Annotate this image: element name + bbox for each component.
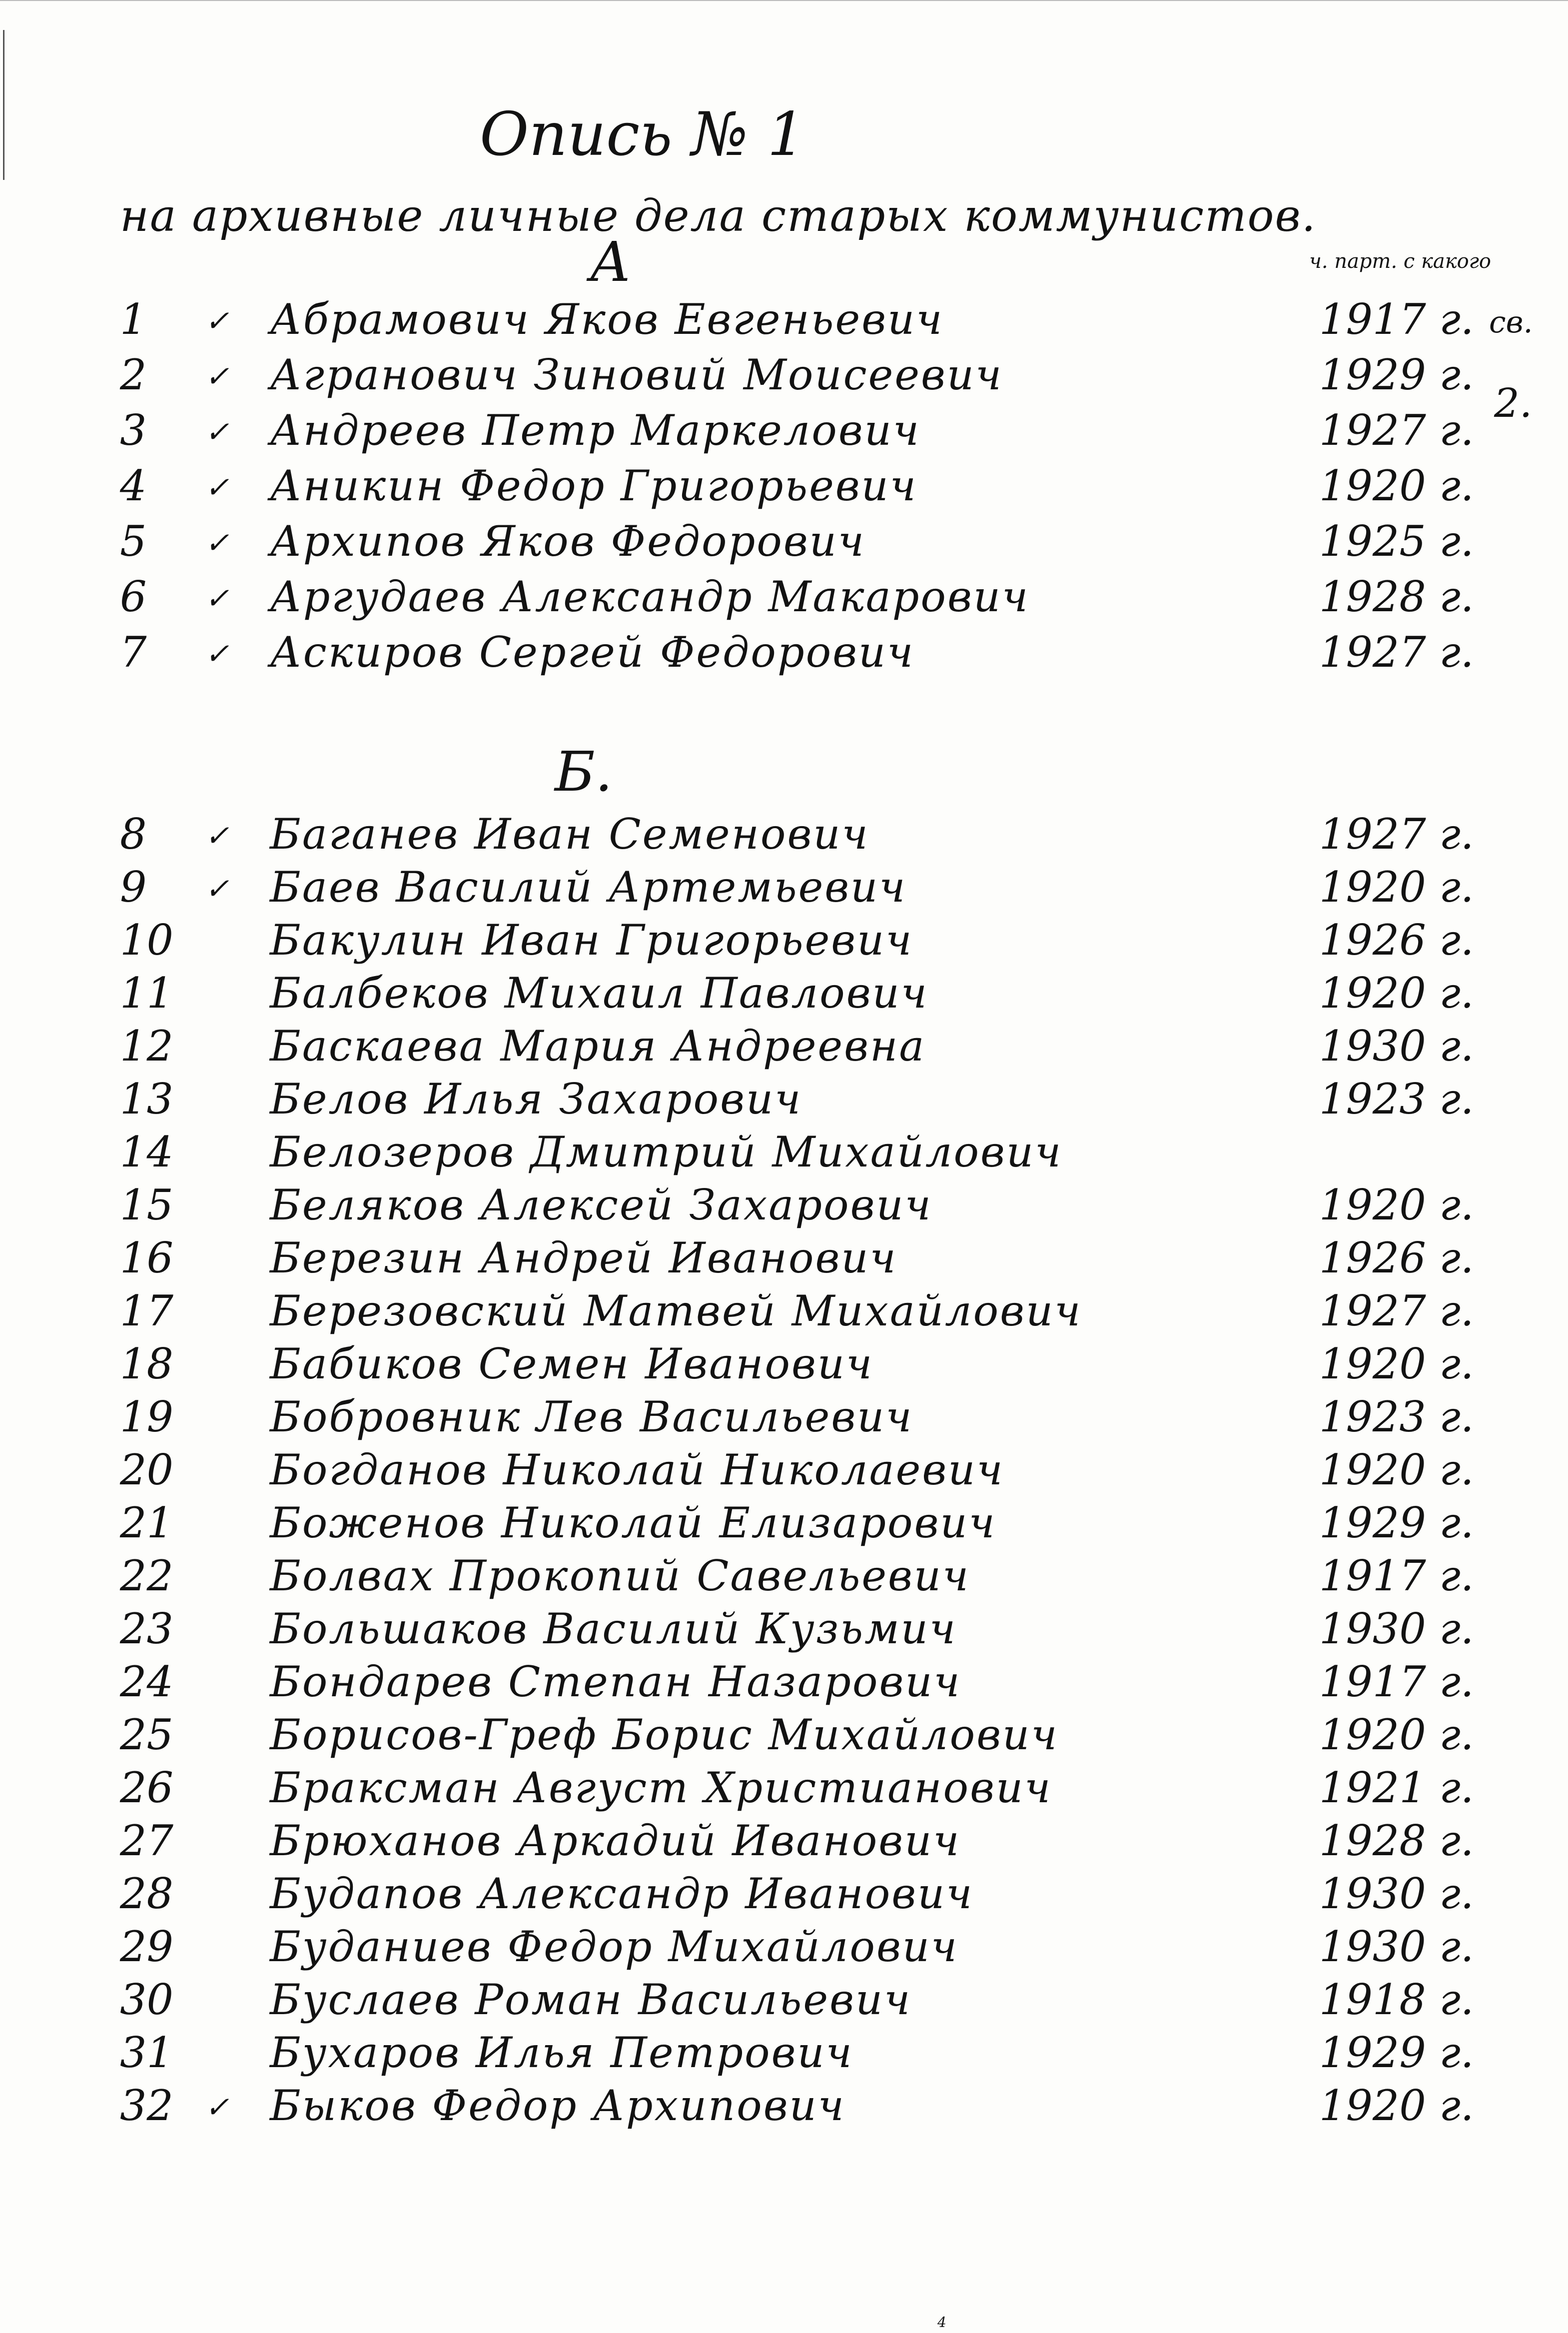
entry-name: Абрамович Яков Евгеньевич	[270, 295, 944, 344]
margin-note-2: 2.	[1494, 380, 1533, 426]
entry-number: 21	[120, 1498, 173, 1547]
entry-name: Быков Федор Архипович	[270, 2081, 845, 2130]
entry-name: Богданов Николай Николаевич	[270, 1445, 1004, 1494]
list-item	[0, 969, 1568, 1024]
list-item	[0, 1075, 1568, 1130]
entry-name: Брюханов Аркадий Иванович	[270, 1816, 961, 1865]
entry-number: 3	[120, 406, 147, 455]
entry-year: 1925 г.	[1319, 517, 1474, 566]
entry-number: 15	[120, 1180, 173, 1229]
entry-name: Баскаева Мария Андреевна	[270, 1022, 926, 1071]
entry-name: Бабиков Семен Иванович	[270, 1339, 874, 1388]
entry-name: Большаков Василий Кузьмич	[270, 1604, 957, 1653]
entry-year: 1920 г.	[1319, 863, 1474, 912]
check-mark-icon: ✓	[205, 2090, 229, 2124]
entry-name: Бухаров Илья Петрович	[270, 2028, 853, 2077]
entry-year: 1920 г.	[1319, 1180, 1474, 1229]
entry-year: 1927 г.	[1319, 406, 1474, 455]
list-item	[0, 1816, 1568, 1871]
check-mark-icon: ✓	[205, 304, 229, 338]
entry-year: 1918 г.	[1319, 1975, 1474, 2024]
entry-number: 4	[120, 461, 147, 510]
entry-number: 12	[120, 1022, 173, 1071]
entry-number: 8	[120, 810, 147, 859]
entry-number: 2	[120, 350, 147, 399]
entry-name: Болвах Прокопий Савельевич	[270, 1551, 970, 1600]
list-item	[0, 810, 1568, 865]
entry-number: 9	[120, 863, 147, 912]
list-item	[0, 1286, 1568, 1341]
entry-number: 6	[120, 572, 147, 621]
entry-year: 1930 г.	[1319, 1922, 1474, 1971]
list-item	[0, 295, 1568, 350]
entry-name: Андреев Петр Маркелович	[270, 406, 921, 455]
entry-number: 29	[120, 1922, 173, 1971]
entry-number: 28	[120, 1869, 173, 1918]
entry-name: Беляков Алексей Захарович	[270, 1180, 932, 1229]
entry-year: 1926 г.	[1319, 1233, 1474, 1282]
check-mark-icon: ✓	[205, 470, 229, 504]
list-item	[0, 2028, 1568, 2083]
entry-name: Боженов Николай Елизарович	[270, 1498, 996, 1547]
entry-year: 1920 г.	[1319, 461, 1474, 510]
entry-number: 7	[120, 628, 147, 677]
check-mark-icon: ✓	[205, 359, 229, 393]
list-item	[0, 2081, 1568, 2136]
entry-name: Березовский Матвей Михайлович	[270, 1286, 1082, 1335]
list-item	[0, 572, 1568, 627]
entry-number: 17	[120, 1286, 173, 1335]
entry-number: 32	[120, 2081, 173, 2130]
document-subtitle: на архивные личные дела старых коммунистов.	[120, 190, 1317, 241]
entry-name: Бакулин Иван Григорьевич	[270, 916, 913, 965]
list-item	[0, 517, 1568, 572]
entry-name: Бобровник Лев Васильевич	[270, 1392, 913, 1441]
list-item	[0, 461, 1568, 516]
entry-year: 1921 г.	[1319, 1763, 1474, 1812]
entry-name: Браксман Август Христианович	[270, 1763, 1052, 1812]
entry-year: 1928 г.	[1319, 572, 1474, 621]
entry-name: Балбеков Михаил Павлович	[270, 969, 928, 1018]
entry-year: 1920 г.	[1319, 1339, 1474, 1388]
list-item	[0, 1233, 1568, 1288]
entry-year: 1920 г.	[1319, 2081, 1474, 2130]
entry-number: 10	[120, 916, 173, 965]
entry-year: 1929 г.	[1319, 350, 1474, 399]
list-item	[0, 1551, 1568, 1606]
entry-year: 1920 г.	[1319, 1710, 1474, 1759]
list-item	[0, 1710, 1568, 1765]
entry-year: 1920 г.	[1319, 1445, 1474, 1494]
list-item	[0, 1022, 1568, 1077]
list-item	[0, 350, 1568, 405]
entry-number: 20	[120, 1445, 173, 1494]
entry-year: 1929 г.	[1319, 1498, 1474, 1547]
entry-name: Агранович Зиновий Моисеевич	[270, 350, 1003, 399]
entry-number: 24	[120, 1657, 173, 1706]
entry-number: 18	[120, 1339, 173, 1388]
entry-year: 1930 г.	[1319, 1604, 1474, 1653]
check-mark-icon: ✓	[205, 819, 229, 853]
entry-name: Будапов Александр Иванович	[270, 1869, 974, 1918]
entry-name: Белов Илья Захарович	[270, 1075, 802, 1124]
entry-name: Аргудаев Александр Макарович	[270, 572, 1030, 621]
year-column-header: ч. парт. с какого	[1309, 250, 1492, 273]
list-item	[0, 1763, 1568, 1818]
section-letter-b: Б.	[555, 740, 613, 804]
entry-number: 30	[120, 1975, 173, 2024]
entry-name: Борисов-Греф Борис Михайлович	[270, 1710, 1059, 1759]
list-item	[0, 1445, 1568, 1500]
check-mark-icon: ✓	[205, 872, 229, 906]
entry-name: Архипов Яков Федорович	[270, 517, 866, 566]
entry-name: Буданиев Федор Михайлович	[270, 1922, 959, 1971]
list-item	[0, 1975, 1568, 2030]
entry-year: 1917 г.	[1319, 295, 1474, 344]
entry-year: 1929 г.	[1319, 2028, 1474, 2077]
check-mark-icon: ✓	[205, 581, 229, 615]
list-item	[0, 1604, 1568, 1659]
entry-name: Баганев Иван Семенович	[270, 810, 869, 859]
entry-year: 1923 г.	[1319, 1392, 1474, 1441]
entry-name: Аскиров Сергей Федорович	[270, 628, 915, 677]
entry-year: 1917 г.	[1319, 1657, 1474, 1706]
entry-year: 1926 г.	[1319, 916, 1474, 965]
list-item	[0, 1657, 1568, 1712]
entry-year: 1920 г.	[1319, 969, 1474, 1018]
entry-number: 23	[120, 1604, 173, 1653]
entry-number: 25	[120, 1710, 173, 1759]
list-item	[0, 628, 1568, 683]
section-letter-a: А	[590, 230, 632, 294]
entry-number: 27	[120, 1816, 173, 1865]
check-mark-icon: ✓	[205, 415, 229, 449]
list-item	[0, 1922, 1568, 1977]
list-item	[0, 1869, 1568, 1924]
entry-year: 1923 г.	[1319, 1075, 1474, 1124]
entry-year: 1928 г.	[1319, 1816, 1474, 1865]
entry-number: 14	[120, 1128, 173, 1176]
entry-year: 1930 г.	[1319, 1869, 1474, 1918]
entry-number: 31	[120, 2028, 173, 2077]
entry-number: 26	[120, 1763, 173, 1812]
check-mark-icon: ✓	[205, 637, 229, 671]
page-number: 4	[937, 2314, 946, 2331]
entry-number: 16	[120, 1233, 173, 1282]
entry-name: Аникин Федор Григорьевич	[270, 461, 918, 510]
entry-name: Буслаев Роман Васильевич	[270, 1975, 912, 2024]
list-item	[0, 1339, 1568, 1394]
list-item	[0, 1392, 1568, 1447]
entry-number: 1	[120, 295, 147, 344]
entry-year: 1927 г.	[1319, 810, 1474, 859]
entry-number: 5	[120, 517, 147, 566]
list-item	[0, 406, 1568, 461]
list-item	[0, 1128, 1568, 1182]
list-item	[0, 1180, 1568, 1235]
entry-name: Баев Василий Артемьевич	[270, 863, 907, 912]
entry-number: 13	[120, 1075, 173, 1124]
entry-year: 1927 г.	[1319, 1286, 1474, 1335]
entry-year: 1927 г.	[1319, 628, 1474, 677]
top-rule	[0, 0, 1568, 1]
entry-number: 11	[120, 969, 173, 1018]
check-mark-icon: ✓	[205, 526, 229, 560]
list-item	[0, 916, 1568, 971]
margin-note-1: св.	[1489, 305, 1533, 340]
document-title: Опись № 1	[480, 100, 805, 169]
list-item	[0, 1498, 1568, 1553]
left-edge-mark	[3, 30, 4, 180]
list-item	[0, 863, 1568, 918]
entry-name: Бондарев Степан Назарович	[270, 1657, 961, 1706]
entry-name: Белозеров Дмитрий Михайлович	[270, 1128, 1063, 1176]
entry-number: 19	[120, 1392, 173, 1441]
entry-name: Березин Андрей Иванович	[270, 1233, 897, 1282]
entry-number: 22	[120, 1551, 173, 1600]
entry-year: 1917 г.	[1319, 1551, 1474, 1600]
entry-year: 1930 г.	[1319, 1022, 1474, 1071]
